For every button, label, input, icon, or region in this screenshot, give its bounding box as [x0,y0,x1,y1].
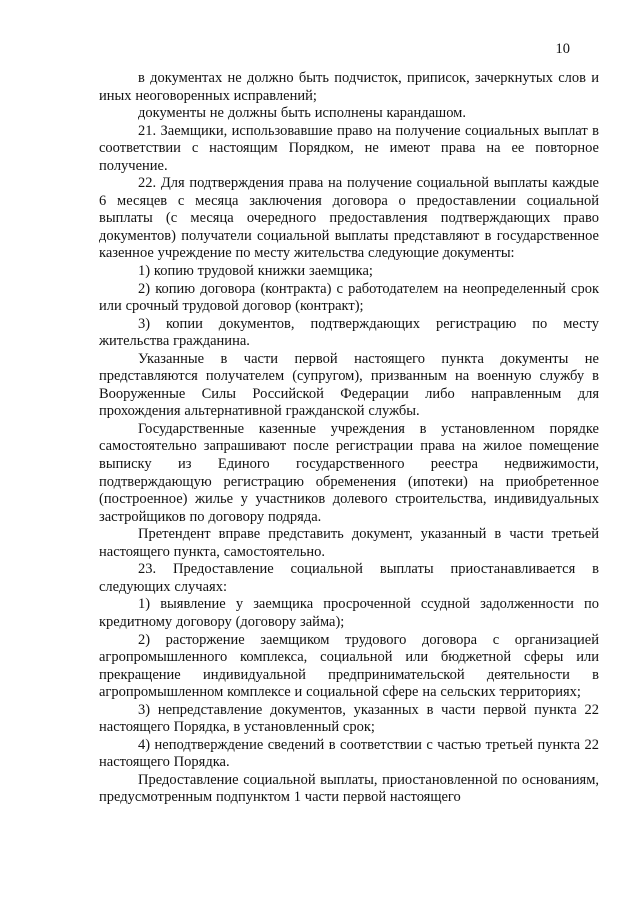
paragraph: Предоставление социальной выплаты, приостановленной по основаниям, предусмотренным подпунктом 1 части первой настоящего [99,771,599,806]
document-body [99,70,599,807]
paragraph: Указанные в части первой настоящего пункта документы не представляются получателем (супругом), призванным на военную службу в Вооруженные Силы Российской Федерации либо направленным для прохождения альтернативной гражданской службы. [99,350,599,420]
page-number: 10 [555,41,570,57]
paragraph: в документах не должно быть подчисток, приписок, зачеркнутых слов и иных неоговоренных исправлений; [99,70,599,104]
paragraph: 2) копию договора (контракта) с работодателем на неопределенный срок или срочный трудовой договор (контракт); [99,280,599,315]
paragraph: 22. Для подтверждения права на получение социальной выплаты каждые 6 месяцев с месяца заключения договора о предоставлении социальной выплаты (с месяца очередного предоставления подтверждающих право документов) получатели социальной выплаты представляют в государственное казенное учреждение по месту жительства следующие документы: [99,175,599,262]
paragraph: 3) копии документов, подтверждающих регистрацию по месту жительства гражданина. [99,315,599,350]
paragraph: Государственные казенные учреждения в установленном порядке самостоятельно запрашивают после регистрации права на жилое помещение выписку из Единого государственного реестра недвижимости, подтверждающую регистрацию обременения (ипотеки) на приобретенное (построенное) жилье у участников долевого строительства, индивидуальных застройщиков по договору подряда. [99,420,599,525]
paragraph: 21. Заемщики, использовавшие право на получение социальных выплат в соответствии с настоящим Порядком, не имеют права на ее повторное получение. [99,122,599,174]
paragraph: 3) непредставление документов, указанных в части первой пункта 22 настоящего Порядка, в установленный срок; [99,701,599,736]
paragraph: 23. Предоставление социальной выплаты приостанавливается в следующих случаях: [99,561,599,595]
paragraph: 1) копию трудовой книжки заемщика; [138,263,373,280]
paragraph: 4) неподтверждение сведений в соответствии с частью третьей пункта 22 настоящего Порядка. [99,736,599,771]
paragraph: документы не должны быть исполнены карандашом. [138,105,466,122]
paragraph: Претендент вправе представить документ, указанный в части третьей настоящего пункта, самостоятельно. [99,526,599,560]
paragraph: 1) выявление у заемщика просроченной ссудной задолженности по кредитному договору (договору займа); [99,596,599,630]
paragraph: 2) расторжение заемщиком трудового договора с организацией агропромышленного комплекса, социальной или бюджетной сферы или прекращение индивидуальной предпринимательской деятельности в агропромышленном комплексе и социальной сфере на сельских территориях; [99,631,599,701]
